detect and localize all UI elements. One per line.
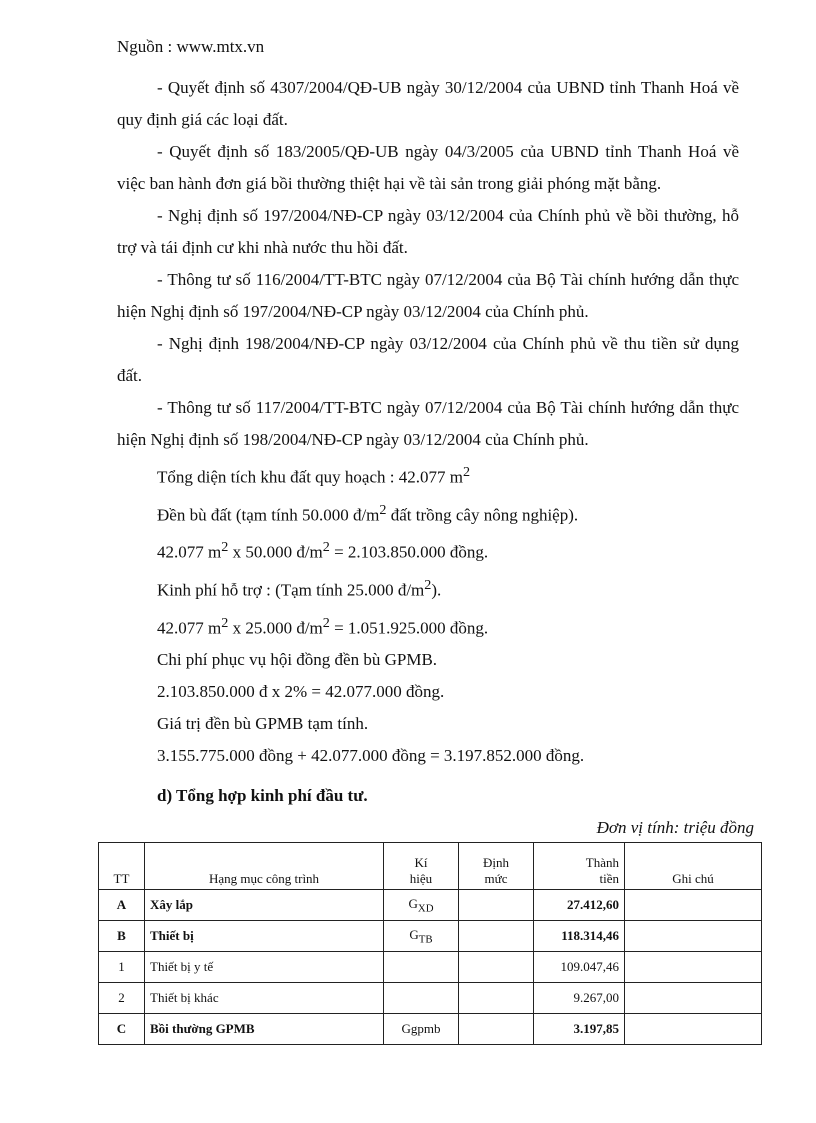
- support-cost-line: Kinh phí hỗ trợ : (Tạm tính 25.000 $đ/m^2$).: [157, 576, 442, 600]
- cell-code: $G_{TB}$: [384, 921, 459, 952]
- table-row: [99, 921, 762, 952]
- header-note: Ghi chú: [625, 843, 762, 890]
- table-header-row: [99, 843, 762, 890]
- paragraph: - Quyết định số 183/2005/QĐ-UB ngày 04/3/2005 của UBND tỉnh Thanh Hoá về việc ban hành đơn giá bồi thường thiệt hại về tài sản trong giải phóng mặt bằng.: [117, 142, 739, 193]
- council-equation: 2.103.850.000 đ x 2% = 42.077.000 đồng.: [157, 682, 445, 702]
- document-body: [117, 72, 739, 772]
- paragraph: - Quyết định số 4307/2004/QĐ-UB ngày 30/12/2004 của UBND tỉnh Thanh Hoá về quy định giá các loại đất.: [117, 78, 739, 129]
- cell-note: [625, 890, 762, 921]
- header-tt: TT: [99, 843, 145, 890]
- header-norm: Định mức: [459, 843, 534, 890]
- cell-amount: 9.267,00: [534, 983, 625, 1014]
- total-equation: 3.155.775.000 đồng + 42.077.000 đồng = 3.197.852.000 đồng.: [157, 746, 585, 766]
- cell-code: Ggpmb: [384, 1014, 459, 1045]
- council-cost-line: Chi phí phục vụ hội đồng đền bù GPMB.: [157, 650, 438, 670]
- cell-norm: [459, 921, 534, 952]
- cell-norm: [459, 1014, 534, 1045]
- paragraph: - Nghị định 198/2004/NĐ-CP ngày 03/12/2004 của Chính phủ về thu tiền sử dụng đất.: [117, 334, 739, 385]
- cell-norm: [459, 890, 534, 921]
- table-row: [99, 983, 762, 1014]
- cell-name: Thiết bị khác: [145, 983, 384, 1014]
- cell-norm: [459, 952, 534, 983]
- cell-amount: 3.197,85: [534, 1014, 625, 1045]
- paragraph: - Nghị định số 197/2004/NĐ-CP ngày 03/12/2004 của Chính phủ về bồi thường, hỗ trợ và tái định cư khi nhà nước thu hồi đất.: [117, 206, 739, 257]
- cell-name: Bồi thường GPMB: [145, 1014, 384, 1045]
- cell-name: Thiết bị y tế: [145, 952, 384, 983]
- cell-tt: B: [99, 921, 145, 952]
- source-line: Nguồn : www.mtx.vn: [117, 37, 265, 56]
- land-compensation-line: Đền bù đất (tạm tính 50.000 $đ/m^2$ đất trồng cây nông nghiệp).: [157, 501, 579, 525]
- header-code: Kí hiệu: [384, 843, 459, 890]
- paragraph: - Thông tư số 117/2004/TT-BTC ngày 07/12/2004 của Bộ Tài chính hướng dẫn thực hiện Nghị định số 198/2004/NĐ-CP ngày 03/12/2004 của Chính phủ.: [117, 398, 739, 449]
- table-row: [99, 952, 762, 983]
- cell-amount: 27.412,60: [534, 890, 625, 921]
- header-amount: Thành tiền: [534, 843, 625, 890]
- paragraph: - Thông tư số 116/2004/TT-BTC ngày 07/12/2004 của Bộ Tài chính hướng dẫn thực hiện Nghị định số 197/2004/NĐ-CP ngày 03/12/2004 của Chính phủ.: [117, 270, 739, 321]
- section-heading: d) Tổng hợp kinh phí đầu tư.: [157, 786, 368, 805]
- cell-note: [625, 952, 762, 983]
- cell-tt: 1: [99, 952, 145, 983]
- cell-name: Xây lắp: [145, 890, 384, 921]
- cell-code: [384, 952, 459, 983]
- investment-cost-table: [98, 842, 762, 1045]
- compensation-equation: 42.077 $m^2$ x 50.000 $đ/m^2 = 2.103.850.000$ đồng.: [157, 539, 489, 562]
- cell-norm: [459, 983, 534, 1014]
- cell-tt: A: [99, 890, 145, 921]
- table-row: [99, 1014, 762, 1045]
- cell-code: $G_{XD}$: [384, 890, 459, 921]
- cell-amount: 109.047,46: [534, 952, 625, 983]
- cell-name: Thiết bị: [145, 921, 384, 952]
- cell-code: [384, 983, 459, 1014]
- compensation-value-line: Giá trị đền bù GPMB tạm tính.: [157, 714, 369, 734]
- cell-tt: 2: [99, 983, 145, 1014]
- cell-note: [625, 1014, 762, 1045]
- cell-note: [625, 921, 762, 952]
- total-area-line: Tổng diện tích khu đất quy hoạch : 42.077 $m^2$: [157, 464, 471, 487]
- support-equation: 42.077 $m^2$ x 25.000 $đ/m^2 = 1.051.925.000$ đồng.: [157, 614, 489, 638]
- cell-note: [625, 983, 762, 1014]
- header-name: Hạng mục công trình: [145, 843, 384, 890]
- cell-amount: 118.314,46: [534, 921, 625, 952]
- cell-tt: C: [99, 1014, 145, 1045]
- table-row: [99, 890, 762, 921]
- unit-note: Đơn vị tính: triệu đồng: [596, 818, 754, 837]
